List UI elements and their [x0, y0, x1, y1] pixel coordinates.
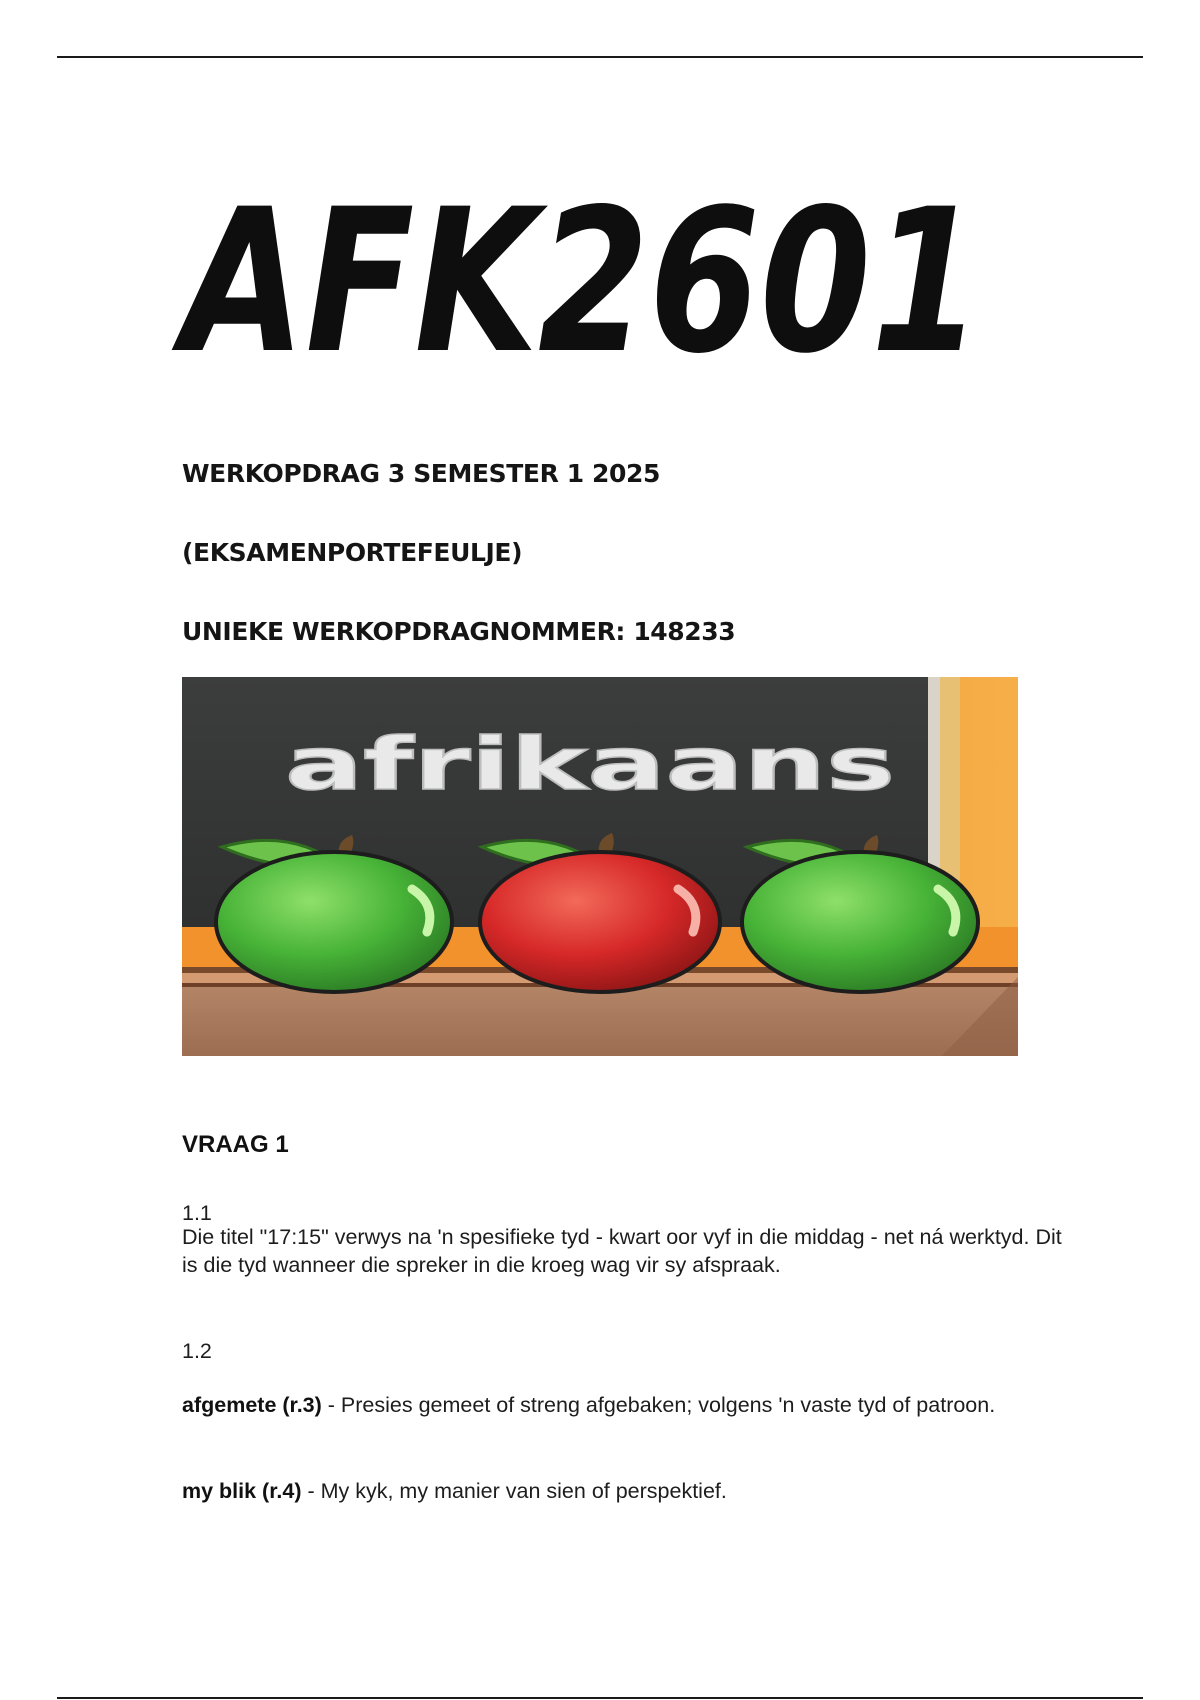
- top-rule: [57, 56, 1143, 58]
- assignment-heading: WERKOPDRAG 3 SEMESTER 1 2025: [182, 459, 661, 488]
- definition-meaning: - My kyk, my manier van sien of perspektief.: [301, 1479, 727, 1503]
- definition-item: [182, 1391, 1062, 1419]
- bottom-rule: [57, 1697, 1143, 1699]
- question-1-2-number: 1.2: [182, 1339, 212, 1363]
- definition-item: [182, 1477, 1062, 1505]
- course-code-title: [171, 166, 1042, 397]
- afrikaans-banner-image: [182, 677, 1018, 1056]
- definition-meaning: - Presies gemeet of streng afgebaken; volgens 'n vaste tyd of patroon.: [321, 1393, 996, 1417]
- portfolio-heading: (EKSAMENPORTEFEULJE): [182, 538, 523, 567]
- question-1-1-answer: Die titel "17:15" verwys na 'n spesifieke tyd - kwart oor vyf in die middag - net ná werktyd. Dit is die tyd wanneer die spreker in die kroeg wag vir sy afspraak.: [182, 1225, 1062, 1277]
- question-1-1-number: 1.1: [182, 1201, 212, 1225]
- definition-term: afgemete (r.3): [182, 1393, 322, 1417]
- wooden-shelf: [182, 987, 1018, 1056]
- question-1-title: VRAAG 1: [182, 1131, 289, 1158]
- banner-word: afrikaans: [285, 722, 895, 806]
- definition-term: my blik (r.4): [182, 1479, 302, 1503]
- course-code-text: AFK2601: [171, 166, 983, 397]
- unique-number-heading: UNIEKE WERKOPDRAGNOMMER: 148233: [182, 617, 736, 646]
